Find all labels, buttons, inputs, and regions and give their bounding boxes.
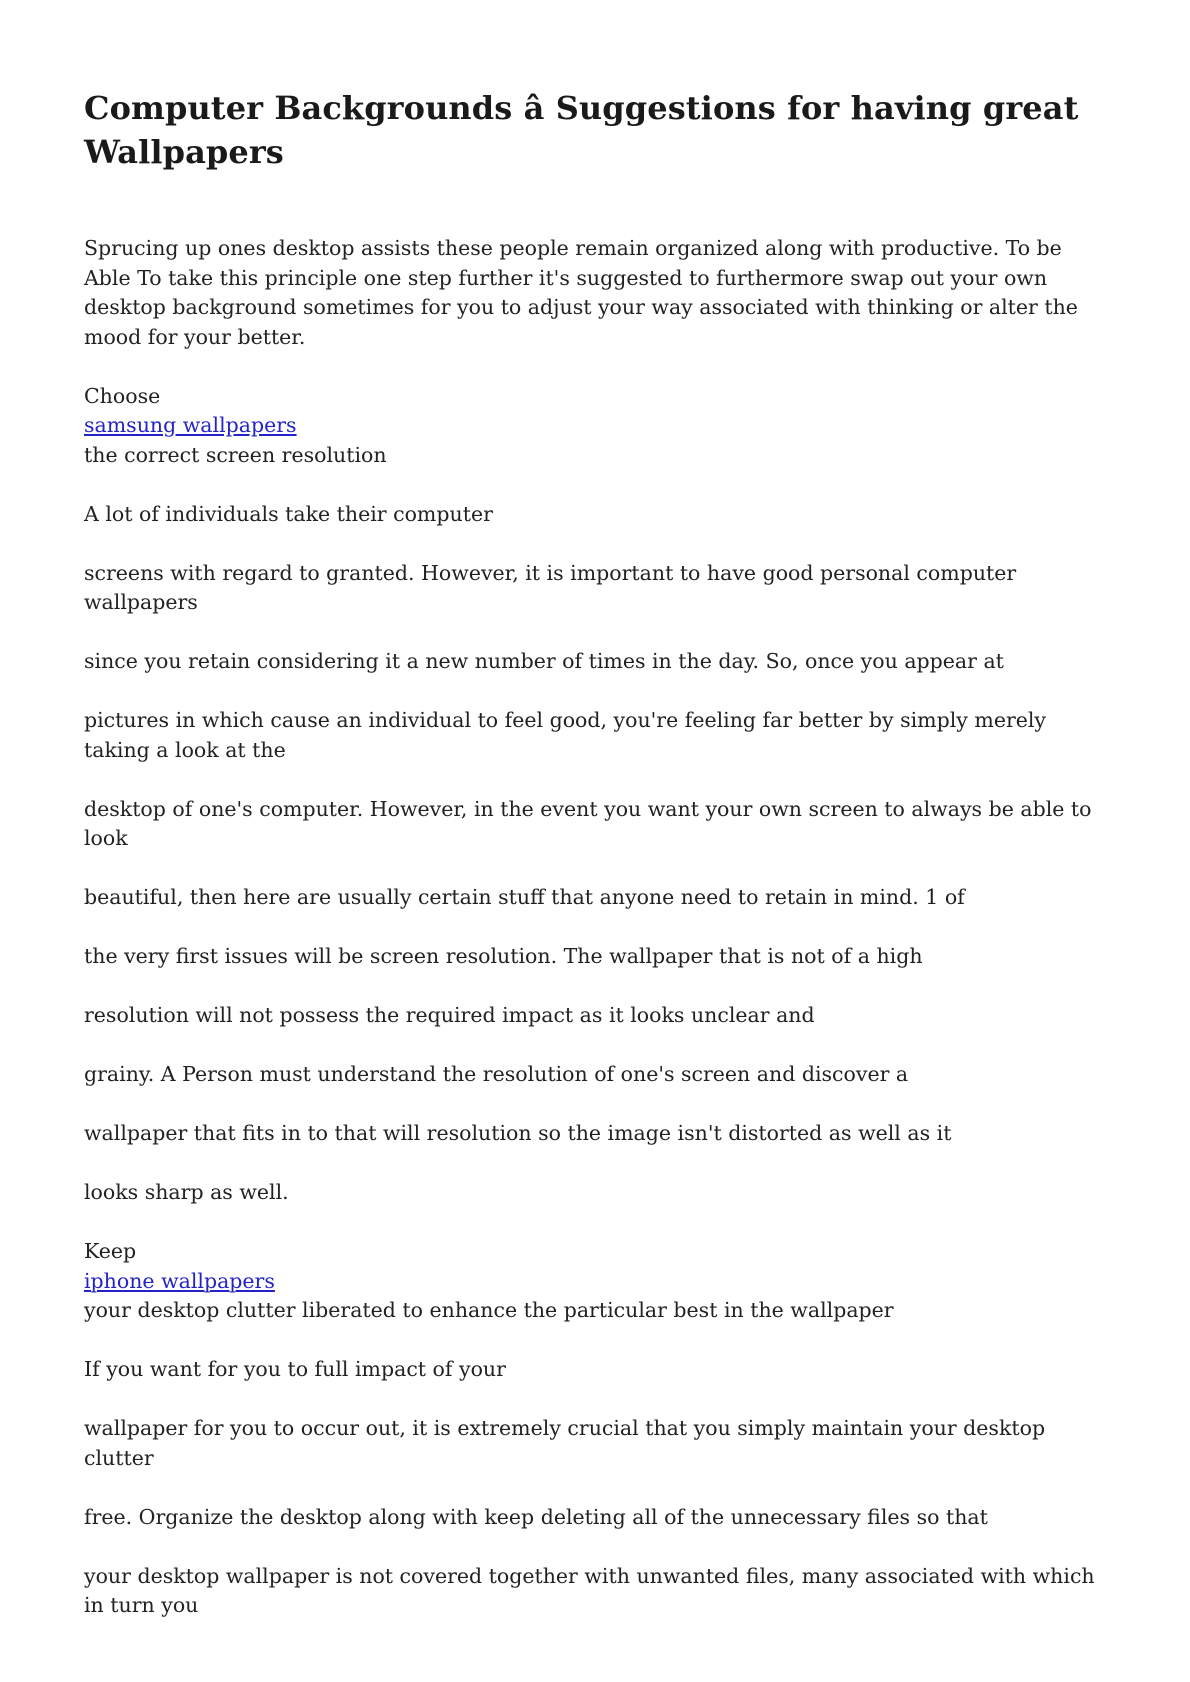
iphone-wallpapers-link[interactable]: iphone wallpapers bbox=[84, 1268, 275, 1293]
document-title: Computer Backgrounds â Suggestions for having great Wallpapers bbox=[84, 89, 1079, 171]
document-page bbox=[84, 86, 1114, 1650]
section2-heading-rest: your desktop clutter liberated to enhance the particular best in the wallpaper bbox=[84, 1298, 894, 1322]
section1-paragraph-2: screens with regard to granted. However, it is important to have good personal computer wallpapers bbox=[84, 560, 1017, 614]
section2-lead: Keep bbox=[84, 1239, 137, 1263]
section1-lead: Choose bbox=[84, 383, 161, 408]
section1-paragraph-4: pictures in which cause an individual to feel good, you're feeling far better by simply merely taking a look at the bbox=[84, 708, 1047, 762]
section1-paragraph-5: desktop of one's computer. However, in the event you want your own screen to always be able to look bbox=[84, 796, 1092, 850]
section1-paragraph-1: A lot of individuals take their computer bbox=[84, 501, 493, 526]
section1-heading bbox=[84, 382, 1114, 471]
section2-paragraph-2: wallpaper for you to occur out, it is extremely crucial that you simply maintain your desktop clutter bbox=[84, 1416, 1046, 1470]
section2-heading bbox=[84, 1237, 1114, 1326]
section1-paragraph-7: the very first issues will be screen resolution. The wallpaper that is not of a high bbox=[84, 944, 923, 968]
section1-paragraph-9: grainy. A Person must understand the resolution of one's screen and discover a bbox=[84, 1062, 909, 1086]
document-body bbox=[84, 234, 1114, 1621]
section1-paragraph-3: since you retain considering it a new number of times in the day. So, once you appear at bbox=[84, 649, 1004, 673]
section1-paragraph-11: looks sharp as well. bbox=[84, 1180, 289, 1204]
section2-paragraph-4: your desktop wallpaper is not covered together with unwanted files, many associated with which in turn you bbox=[84, 1563, 1095, 1617]
section2-paragraph-3: free. Organize the desktop along with keep deleting all of the unnecessary files so that bbox=[84, 1504, 988, 1529]
section1-heading-rest: the correct screen resolution bbox=[84, 442, 387, 467]
section1-paragraph-6: beautiful, then here are usually certain stuff that anyone need to retain in mind. 1 of bbox=[84, 885, 965, 909]
section1-paragraph-10: wallpaper that fits in to that will resolution so the image isn't distorted as well as it bbox=[84, 1121, 952, 1145]
section2-paragraph-1: If you want for you to full impact of your bbox=[84, 1357, 506, 1381]
intro-paragraph: Sprucing up ones desktop assists these people remain organized along with productive. To be Able To take this principle one step further it's suggested to furthermore swap out your own desktop background sometimes for you to adjust your way associated with thinking or alter the mood for your better. bbox=[84, 236, 1078, 349]
samsung-wallpapers-link[interactable]: samsung wallpapers bbox=[84, 413, 297, 437]
section1-paragraph-8: resolution will not possess the required impact as it looks unclear and bbox=[84, 1003, 815, 1027]
